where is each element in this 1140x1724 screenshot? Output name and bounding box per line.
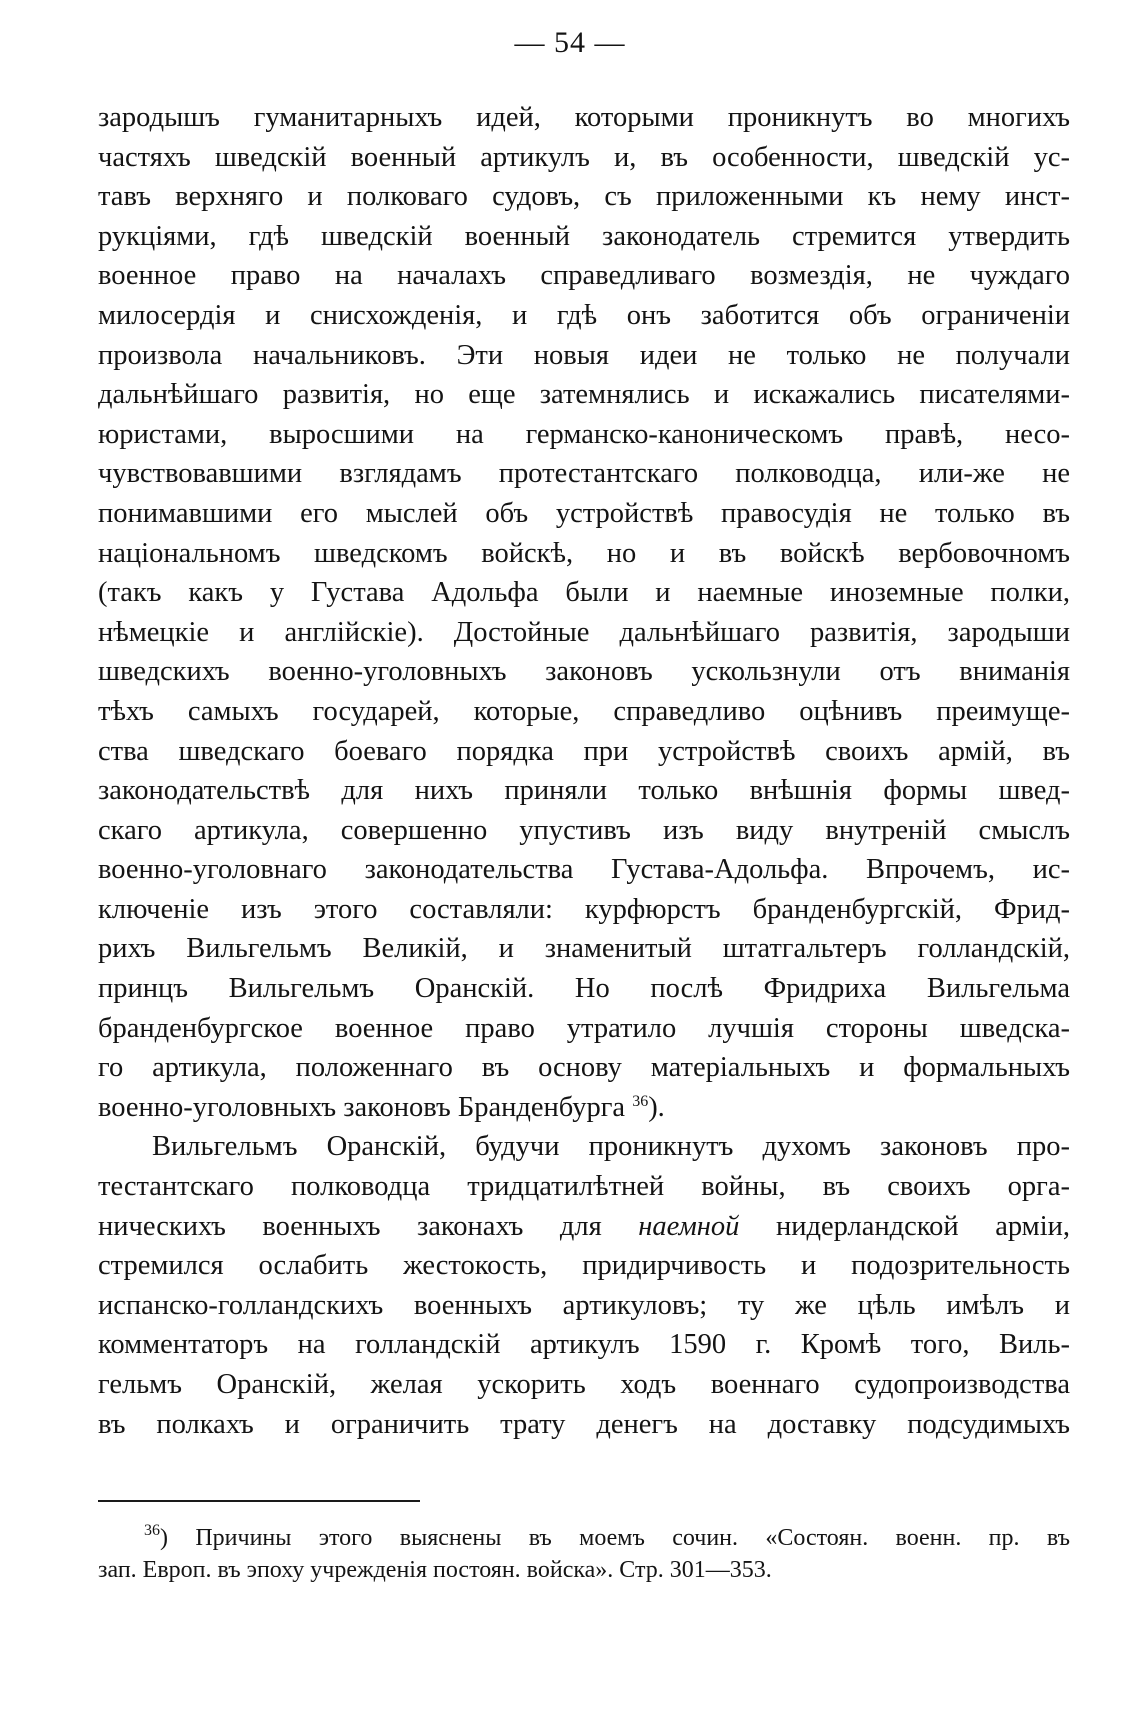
text-line: милосердія и снисхожденія, и гдѣ онъ заботится объ ограниченіи	[98, 299, 1070, 331]
footnote-divider	[98, 1500, 420, 1502]
text-line: произвола начальниковъ. Эти новыя идеи не только не получали	[98, 339, 1070, 371]
text-fragment: нидерландской арміи,	[775, 1210, 1070, 1242]
text-line: стремился ослабить жестокость, придирчивость и подозрительность	[98, 1250, 1070, 1282]
text-line	[98, 1207, 1070, 1247]
text-line: го артикула, положеннаго въ основу матеріальныхъ и формальныхъ	[98, 1052, 1070, 1084]
text-fragment: военно-уголовныхъ законовъ Бранденбурга	[98, 1091, 626, 1123]
text-line: принцъ Вильгельмъ Оранскій. Но послѣ Фридриха Вильгельма	[98, 973, 1070, 1005]
text-line: военно-уголовнаго законодательства Густава-Адольфа. Впрочемъ, ис-	[98, 854, 1070, 886]
text-line: гельмъ Оранскій, желая ускорить ходъ военнаго судопроизводства	[98, 1369, 1070, 1400]
text-line: чувствовавшими взглядамъ протестантскаго полководца, или-же не	[98, 458, 1070, 490]
text-line: бранденбургское военное право утратило лучшія стороны шведска-	[98, 1012, 1070, 1044]
text-fragment: ).	[648, 1091, 665, 1123]
text-line: шведскихъ военно-уголовныхъ законовъ ускользнули отъ вниманія	[98, 656, 1070, 688]
text-line: военное право на началахъ справедливаго возмездія, не чуждаго	[98, 260, 1070, 292]
main-text	[98, 98, 1070, 1444]
text-line: скаго артикула, совершенно упустивъ изъ виду внутреній смыслъ	[98, 814, 1070, 846]
text-line: національномъ шведскомъ войскѣ, но и въ войскѣ вербовочномъ	[98, 537, 1070, 569]
text-line: тавъ верхняго и полковаго судовъ, съ приложенными къ нему инст-	[98, 181, 1070, 213]
text-line: (такъ какъ у Густава Адольфа были и наемные иноземные полки,	[98, 577, 1070, 609]
text-line: испанско-голландскихъ военныхъ артикуловъ; ту же цѣль имѣлъ и	[98, 1289, 1070, 1321]
text-line: понимавшими его мыслей объ устройствѣ правосудія не только въ	[98, 497, 1070, 529]
paragraph-first-line: Вильгельмъ Оранскій, будучи проникнутъ духомъ законовъ про-	[152, 1131, 1070, 1163]
text-fragment: ническихъ военныхъ законахъ для	[98, 1210, 602, 1242]
footnote-marker: 36	[144, 1522, 160, 1539]
footnotes	[98, 1522, 1070, 1586]
footnote-line	[98, 1522, 1070, 1554]
text-line: тѣхъ самыхъ государей, которые, справедливо оцѣнивъ преимуще-	[98, 695, 1070, 727]
italic-word: наемной	[638, 1210, 740, 1242]
text-line: комментаторъ на голландскій артикулъ 1590 г. Кромѣ того, Виль-	[98, 1329, 1070, 1361]
text-line: ства шведскаго боеваго порядка при устройствѣ своихъ армій, въ	[98, 735, 1070, 767]
text-line: дальнѣйшаго развитія, но еще затемнялись и искажались писателями-	[98, 379, 1070, 411]
text-line	[98, 1088, 1070, 1128]
text-line: въ полкахъ и ограничить трату денегъ на доставку подсудимыхъ	[98, 1408, 1070, 1440]
text-line: законодательствѣ для нихъ приняли только внѣшнія формы швед-	[98, 775, 1070, 807]
footnote-reference[interactable]: 36	[632, 1092, 649, 1110]
text-line: ключеніе изъ этого составляли: курфюрстъ бранденбургскій, Фрид-	[98, 893, 1070, 925]
text-line: рукціями, гдѣ шведскій военный законодатель стремится утвердить	[98, 220, 1070, 252]
page-number: — 54 —	[514, 26, 626, 59]
text-line: нѣмецкіе и англійскіе). Достойные дальнѣйшаго развитія, зародыши	[98, 616, 1070, 648]
footnote-line: зап. Европ. въ эпоху учрежденія постоян. войска». Стр. 301—353.	[98, 1557, 772, 1583]
text-line: юристами, выросшими на германско-каноническомъ правѣ, несо-	[98, 418, 1070, 450]
text-line: зародышъ гуманитарныхъ идей, которыми проникнутъ во многихъ	[98, 102, 1070, 133]
text-line: частяхъ шведскій военный артикулъ и, въ особенности, шведскій ус-	[98, 141, 1070, 173]
text-line: тестантскаго полководца тридцатилѣтней войны, въ своихъ орга-	[98, 1171, 1070, 1203]
footnote-text: ) Причины этого выяснены въ моемъ сочин. «Состоян. военн. пр. въ	[160, 1525, 1070, 1551]
text-line: рихъ Вильгельмъ Великій, и знаменитый штатгальтеръ голландскій,	[98, 933, 1070, 965]
